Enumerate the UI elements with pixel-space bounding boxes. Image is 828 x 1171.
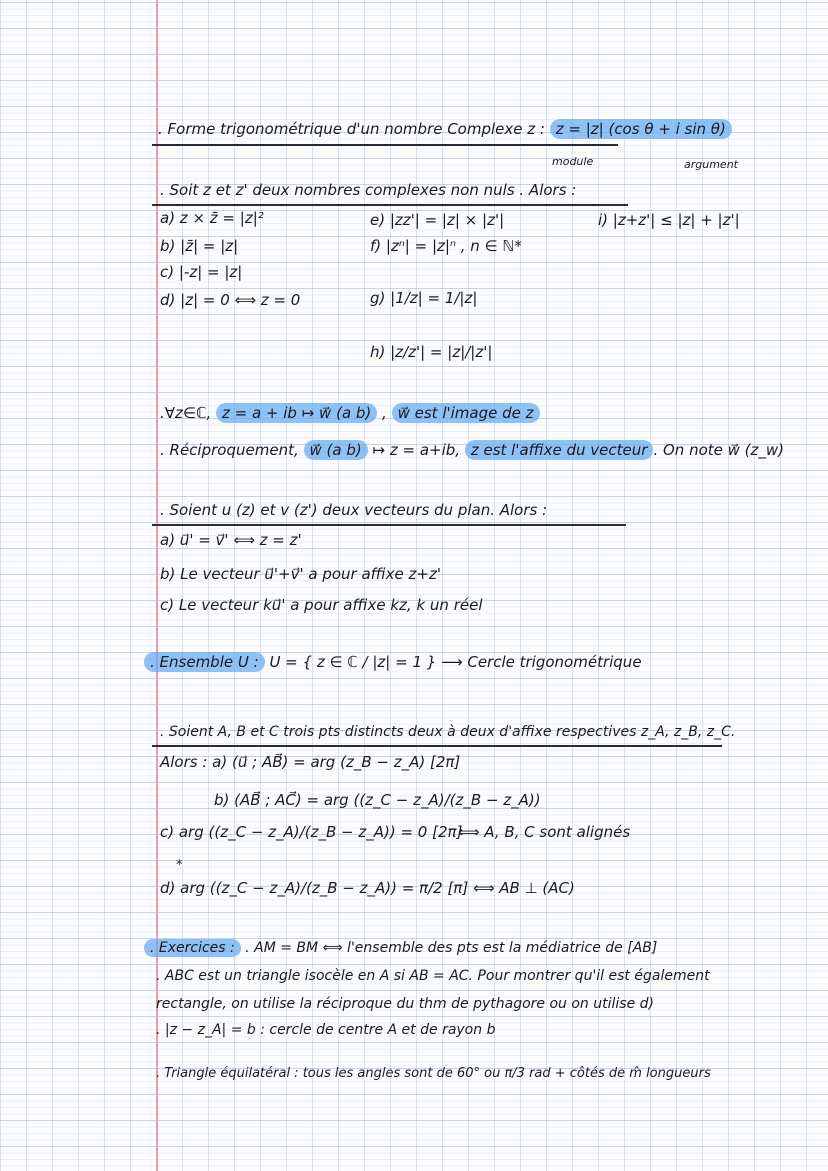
title-underline [152,144,618,146]
title-trigonometric-form [158,119,732,139]
exercise-rectangle: rectangle, on utilise la réciproque du thm de pythagore ou on utilise d) [156,996,654,1012]
reciprocal-mid: ↦ z = a+ib [367,441,456,459]
reciprocal-prefix: . Réciproquement, [160,441,304,459]
vector-image-prefix: .∀z∈ℂ, [160,404,216,422]
angle-property-a: Alors : a) (u⃗ ; AB⃗) = arg (z_B − z_A) [2π] [160,753,461,771]
exercises-line-1 [144,938,657,958]
vectors-underline [152,524,626,526]
reciprocal-suffix: . On note w⃗ (z_w) [653,441,785,459]
vector-image-line [160,403,540,423]
star-mark: * [176,858,183,873]
points-intro: . Soient A, B et C trois pts distincts deux à deux d'affixe respectives z_A, z_B, z_C. [160,724,736,740]
reciprocal-sep: , [455,441,465,459]
label-module: module [552,155,594,168]
property-e: e) |zz'| = |z| × |z'| [370,211,505,229]
properties-underline [152,204,628,206]
title-prefix: . Forme trigonométrique d'un nombre Complexe z : [158,120,550,138]
property-g: g) |1/z| = 1/|z| [370,289,478,307]
vector-property-c: c) Le vecteur ku⃗' a pour affixe kz, k un réel [160,596,483,614]
points-underline [152,745,722,747]
angle-property-b: b) (AB⃗ ; AC⃗) = arg ((z_C − z_A)/(z_B − z_A)) [214,791,541,809]
vectors-intro: . Soient u (z) et v (z') deux vecteurs du plan. Alors : [160,501,548,519]
highlight-vector-map: z = a + ib ↦ w⃗ (a b) [216,403,377,423]
property-f: f) |zⁿ| = |z|ⁿ , n ∈ ℕ* [370,237,522,255]
highlight-ensemble-u: . Ensemble U : [144,652,265,672]
exercise-circle: . |z − z_A| = b : cercle de centre A et de rayon b [156,1022,496,1038]
angle-property-c: c) arg ((z_C − z_A)/(z_B − z_A)) = 0 [2π] [160,823,463,841]
property-h: h) |z/z'| = |z|/|z'| [370,343,493,361]
unit-circle-line [144,652,642,672]
property-c: c) |-z| = |z| [160,263,243,281]
unit-circle-formula: U = { z ∈ ℂ / |z| = 1 } ⟶ Cercle trigonométrique [264,653,642,671]
vector-property-a: a) u⃗' = v⃗' ⟺ z = z' [160,531,302,549]
property-a: a) z × z̄ = |z|² [160,209,264,227]
highlight-image-of-z: w⃗ est l'image de z [392,403,540,423]
label-argument: argument [684,158,738,171]
property-d: d) |z| = 0 ⟺ z = 0 [160,291,301,309]
angle-property-d: d) arg ((z_C − z_A)/(z_B − z_A)) = π/2 [π] ⟺ AB ⊥ (AC) [160,879,575,897]
highlight-vector-ab: w⃗ (a b) [304,440,368,460]
highlight-affix-of-vector: z est l'affixe du vecteur [465,440,654,460]
exercise-mediatrice: . AM = BM ⟺ l'ensemble des pts est la médiatrice de [AB] [240,940,658,956]
properties-intro: . Soit z et z' deux nombres complexes non nuls . Alors : [160,181,577,199]
aligned-result: ⟺ A, B, C sont alignés [458,823,631,841]
exercise-equilateral: . Triangle équilatéral : tous les angles sont de 60° ou π/3 rad + côtés de m̂ longueurs [156,1066,711,1081]
property-b: b) |z̄| = |z| [160,237,239,255]
vector-property-b: b) Le vecteur u⃗'+v⃗' a pour affixe z+z' [160,565,441,583]
highlight-exercises: . Exercices : [144,939,241,957]
vector-image-comma: , [377,404,392,422]
exercise-isosceles: . ABC est un triangle isocèle en A si AB = AC. Pour montrer qu'il est également [156,968,710,984]
property-i: i) |z+z'| ≤ |z| + |z'| [598,211,740,229]
highlight-trig-formula: z = |z| (cos θ + i sin θ) [550,119,732,139]
reciprocal-line [160,440,784,460]
